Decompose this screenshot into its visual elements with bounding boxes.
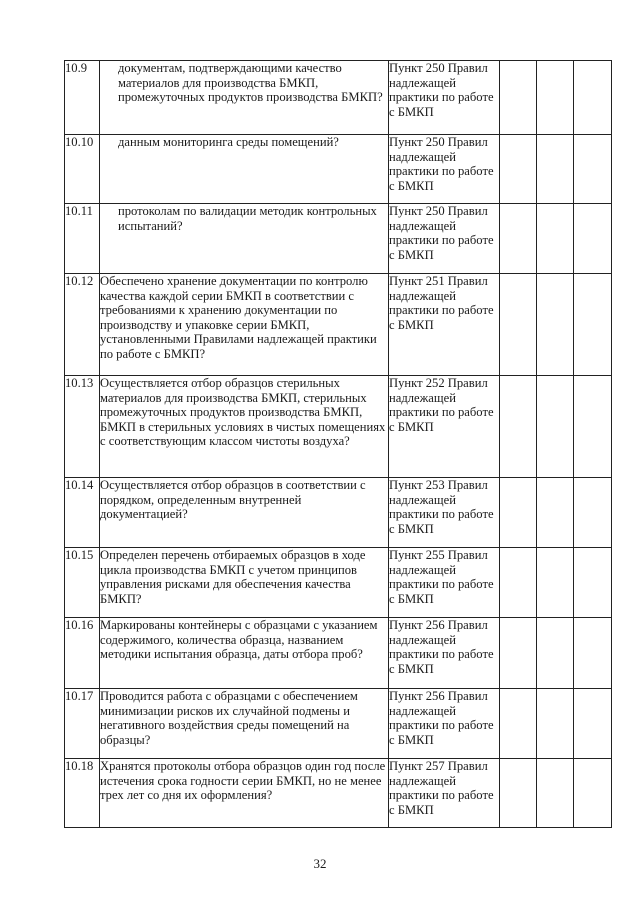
requirement-text: данным мониторинга среды помещений?	[100, 135, 389, 204]
requirement-text: Проводится работа с образцами с обеспечением минимизации рисков их случайной подмены и негативного воздействия среды помещений на образцы?	[100, 689, 389, 759]
answer-cell	[574, 478, 612, 548]
answer-cell	[500, 689, 537, 759]
table-row	[65, 618, 612, 689]
answer-cell	[500, 759, 537, 828]
row-number: 10.10	[65, 135, 100, 204]
table-row	[65, 548, 612, 618]
reference-text: Пункт 250 Правил надлежащей практики по работе с БМКП	[389, 204, 500, 274]
reference-text: Пункт 250 Правил надлежащей практики по работе с БМКП	[389, 61, 500, 135]
requirement-text: Осуществляется отбор образцов стерильных материалов для производства БМКП, стерильных промежуточных продуктов производства БМКП, БМКП в стерильных условиях в чистых помещениях с соответствующим классом чистоты воздуха?	[100, 376, 389, 478]
answer-cell	[500, 135, 537, 204]
answer-cell	[574, 689, 612, 759]
answer-cell	[537, 548, 574, 618]
answer-cell	[500, 478, 537, 548]
table-row	[65, 204, 612, 274]
reference-text: Пункт 251 Правил надлежащей практики по работе с БМКП	[389, 274, 500, 376]
requirement-text: Определен перечень отбираемых образцов в ходе цикла производства БМКП с учетом принципов управления рисками для обеспечения качества БМКП?	[100, 548, 389, 618]
answer-cell	[500, 274, 537, 376]
answer-cell	[537, 135, 574, 204]
table-row	[65, 689, 612, 759]
row-number: 10.17	[65, 689, 100, 759]
table-row	[65, 135, 612, 204]
reference-text: Пункт 250 Правил надлежащей практики по работе с БМКП	[389, 135, 500, 204]
row-number: 10.14	[65, 478, 100, 548]
requirement-text: Хранятся протоколы отбора образцов один год после истечения срока годности серии БМКП, но не менее трех лет со дня их оформления?	[100, 759, 389, 828]
answer-cell	[500, 61, 537, 135]
requirement-text: Маркированы контейнеры с образцами с указанием содержимого, количества образца, названием методики испытания образца, даты отбора проб?	[100, 618, 389, 689]
answer-cell	[500, 618, 537, 689]
answer-cell	[537, 478, 574, 548]
answer-cell	[537, 61, 574, 135]
answer-cell	[500, 376, 537, 478]
answer-cell	[500, 548, 537, 618]
answer-cell	[537, 274, 574, 376]
row-number: 10.11	[65, 204, 100, 274]
answer-cell	[574, 376, 612, 478]
table-row	[65, 376, 612, 478]
reference-text: Пункт 257 Правил надлежащей практики по работе с БМКП	[389, 759, 500, 828]
row-number: 10.15	[65, 548, 100, 618]
table-row	[65, 759, 612, 828]
row-number: 10.13	[65, 376, 100, 478]
answer-cell	[537, 689, 574, 759]
reference-text: Пункт 253 Правил надлежащей практики по работе с БМКП	[389, 478, 500, 548]
table-row	[65, 274, 612, 376]
answer-cell	[574, 204, 612, 274]
reference-text: Пункт 252 Правил надлежащей практики по работе с БМКП	[389, 376, 500, 478]
answer-cell	[574, 274, 612, 376]
row-number: 10.12	[65, 274, 100, 376]
answer-cell	[537, 618, 574, 689]
answer-cell	[574, 548, 612, 618]
answer-cell	[537, 759, 574, 828]
reference-text: Пункт 256 Правил надлежащей практики по работе с БМКП	[389, 689, 500, 759]
answer-cell	[574, 135, 612, 204]
answer-cell	[574, 759, 612, 828]
answer-cell	[537, 376, 574, 478]
checklist-table	[64, 60, 612, 828]
requirement-text: протоколам по валидации методик контрольных испытаний?	[100, 204, 389, 274]
table-row	[65, 478, 612, 548]
table-row	[65, 61, 612, 135]
answer-cell	[574, 61, 612, 135]
page-number: 32	[313, 856, 327, 871]
reference-text: Пункт 255 Правил надлежащей практики по работе с БМКП	[389, 548, 500, 618]
row-number: 10.9	[65, 61, 100, 135]
reference-text: Пункт 256 Правил надлежащей практики по работе с БМКП	[389, 618, 500, 689]
answer-cell	[500, 204, 537, 274]
row-number: 10.16	[65, 618, 100, 689]
requirement-text: Осуществляется отбор образцов в соответствии с порядком, определенным внутренней документацией?	[100, 478, 389, 548]
answer-cell	[574, 618, 612, 689]
requirement-text: Обеспечено хранение документации по контролю качества каждой серии БМКП в соответствии с требованиями к хранению документации по производству и упаковке серии БМКП, установленными Правилами надлежащей практики по работе с БМКП?	[100, 274, 389, 376]
requirement-text: документам, подтверждающими качество материалов для производства БМКП, промежуточных продуктов производства БМКП?	[100, 61, 389, 135]
row-number: 10.18	[65, 759, 100, 828]
answer-cell	[537, 204, 574, 274]
